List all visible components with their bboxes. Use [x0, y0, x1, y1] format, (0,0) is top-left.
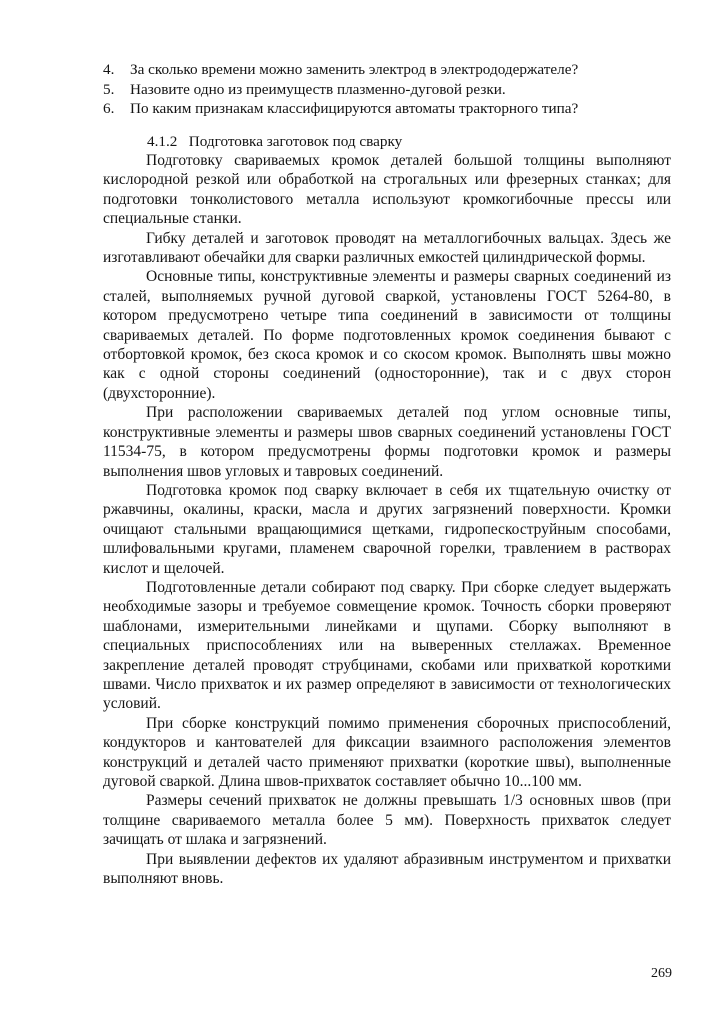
paragraph: При выявлении дефектов их удаляют абразивным инструментом и прихватки выполняют вновь. [103, 850, 671, 888]
paragraph: Подготовленные детали собирают под сварку. При сборке следует выдержать необходимые зазоры и требуемое совмещение кромок. Точность сборки проверяют шаблонами, измерительными линейками и щупами. Сборку выполняют в специальных приспособлениях или на выверенных стеллажах. Временное закрепление деталей проводят струбцинами, скобами или прихваткой короткими швами. Число прихваток и их размер определяют в зависимости от технологических условий. [103, 578, 671, 713]
paragraph: При сборке конструкций помимо применения сборочных приспособлений, кондукторов и кантователей для фиксации взаимного расположения элементов конструкций и деталей часто применяют прихватки (короткие швы), выполненные дуговой сваркой. Длина швов-прихваток составляет обычно 10...100 мм. [103, 714, 671, 790]
paragraph: Подготовку свариваемых кромок деталей большой толщины выполняют кислородной резкой или обработкой на строгальных или фрезерных станках; для подготовки тонколистового металла используют кромкогибочные прессы или специальные станки. [103, 152, 671, 228]
question-text: Назовите одно из преимуществ плазменно-дуговой резки. [130, 80, 506, 98]
question-number: 5. [103, 80, 115, 98]
question-number: 4. [103, 61, 115, 78]
list-item [103, 99, 671, 119]
document-page [103, 60, 671, 888]
question-number: 6. [103, 100, 115, 117]
paragraph: Основные типы, конструктивные элементы и размеры сварных соединений из сталей, выполняемых ручной дуговой сваркой, установлены ГОСТ 5264-80, в котором предусмотрено четыре типа соединений в зависимости от толщины свариваемых деталей. По форме подготовленных кромок соединения бывают с отбортовкой кромок, без скоса кромок и со скосом кромок. Выполнять швы можно как с одной стороны соединений (односторонние), так и с двух сторон (двухсторонние). [103, 268, 671, 402]
section-heading: 4.1.2 Подготовка заготовок под сварку [147, 132, 403, 150]
list-item [103, 60, 671, 80]
paragraph: Подготовка кромок под сварку включает в себя их тщательную очистку от ржавчины, окалины, краски, масла и других загрязнений поверхности. Кромки очищают стальными вращающимися щетками, гидропескоструйным способами, шлифовальными кругами, пламенем сварочной горелки, травлением в растворах кислот и щелочей. [103, 481, 671, 577]
paragraph: При расположении свариваемых деталей под углом основные типы, конструктивные элементы и размеры швов сварных соединений установлены ГОСТ 11534-75, в котором предусмотрены формы подготовки кромок и размеры выполнения швов угловых и тавровых соединений. [103, 404, 671, 480]
question-text: По каким признакам классифицируются автоматы тракторного типа? [130, 100, 579, 117]
paragraph: Гибку деталей и заготовок проводят на металлогибочных вальцах. Здесь же изготавливают обечайки для сварки различных емкостей цилиндрической формы. [103, 229, 671, 267]
review-questions-list [103, 60, 671, 119]
page-number: 269 [651, 966, 672, 981]
section-body [103, 132, 671, 889]
paragraph: Размеры сечений прихваток не должны превышать 1/3 основных швов (при толщине свариваемого металла более 5 мм). Поверхность прихваток следует зачищать от шлака и загрязнений. [103, 792, 671, 849]
list-item [103, 80, 671, 100]
question-text: За сколько времени можно заменить электрод в электрододержателе? [130, 61, 579, 78]
